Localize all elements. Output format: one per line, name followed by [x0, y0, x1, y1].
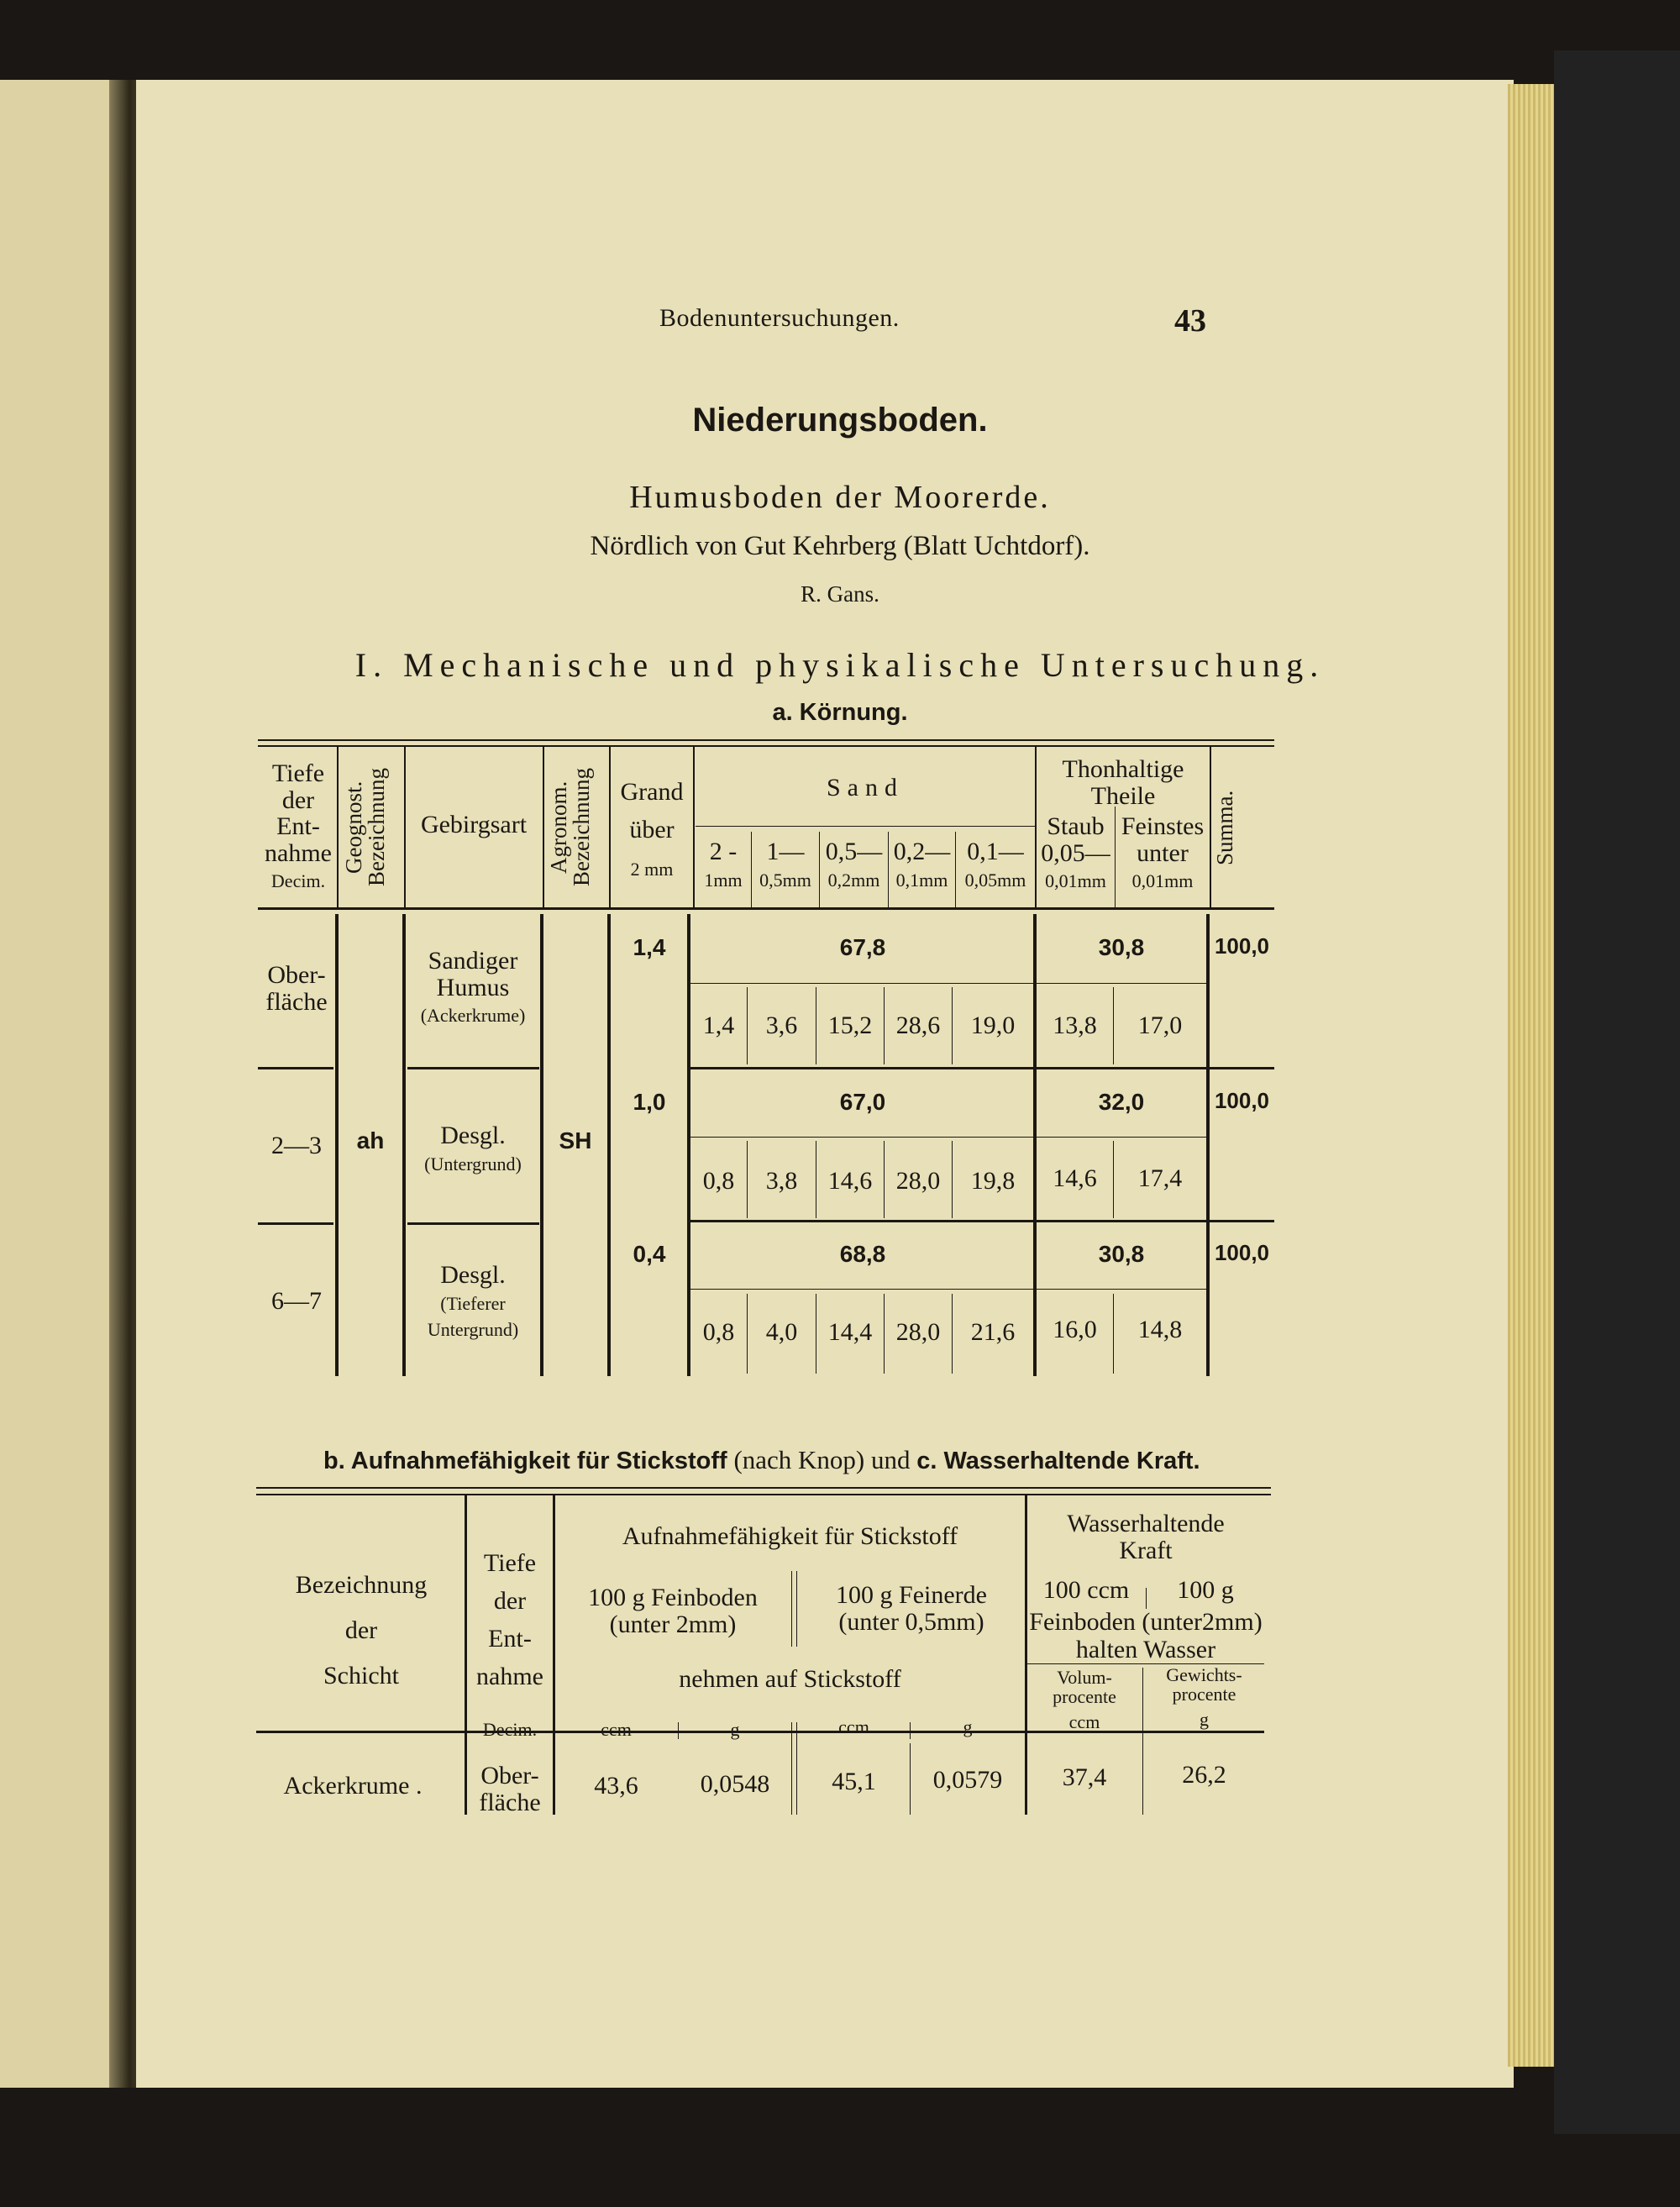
header-unit-g: g [730, 1719, 740, 1740]
header-wasserhaltende: Wasserhaltende Kraft [1067, 1510, 1225, 1564]
header-halten: halten Wasser [1075, 1636, 1216, 1663]
row-value-4: 0,0579 [932, 1766, 1003, 1794]
left-page-edge [0, 80, 113, 2088]
section-b-heading: b. Aufnahmefähigkeit für Stickstoff (nach Knop) und c. Wasserhaltende Kraft. [323, 1445, 1200, 1474]
header-gebirgsart: Gebirgsart [420, 811, 528, 838]
row-value-6: 26,2 [1182, 1761, 1226, 1789]
book-cover [1554, 50, 1680, 2134]
row-sand-3: 14,6 [827, 1167, 873, 1195]
header-summa: Summa. [1212, 790, 1237, 865]
row-sand-total: 68,8 [839, 1241, 886, 1267]
row-thon-total: 30,8 [1098, 934, 1145, 960]
soil-type: Humusboden der Moorerde. [629, 480, 1051, 515]
row-thon-total: 30,8 [1098, 1241, 1145, 1267]
row-tiefe: Ober- fläche [479, 1762, 541, 1816]
running-head: Bodenuntersuchungen. [659, 304, 900, 332]
row-sand-1: 1,4 [702, 1012, 735, 1039]
header-100ccm: 100 ccm [1042, 1576, 1130, 1604]
page-title: Niederungsboden. [692, 402, 988, 439]
row-gebirgsart: Sandiger Humus (Ackerkrume) [420, 947, 526, 1026]
header-wunit-ccm: ccm [1068, 1711, 1100, 1732]
row-sand-2: 4,0 [765, 1318, 798, 1346]
row-value-3: 45,1 [832, 1768, 876, 1795]
section-heading: I. Mechanische und physikalische Untersuchung. [354, 646, 1326, 684]
header-100g: 100 g [1177, 1576, 1234, 1604]
row-sand-5: 19,8 [970, 1167, 1016, 1195]
header-sand: Sand [827, 774, 904, 801]
row-summa: 100,0 [1214, 933, 1270, 959]
header-grand: Grand über 2 mm [620, 778, 684, 880]
row-tiefe: 2—3 [271, 1132, 322, 1159]
row-tiefe: 6—7 [271, 1287, 322, 1315]
header-unit-ccm: ccm [838, 1716, 869, 1737]
row-staub: 13,8 [1053, 1012, 1097, 1039]
header-tiefe: Tiefe der Ent- nahme Decim. [265, 759, 332, 891]
geognost-value: ah [356, 1127, 385, 1153]
row-sand-1: 0,8 [702, 1318, 735, 1346]
row-grand: 0,4 [633, 1241, 666, 1267]
header-feinboden-unter: Feinboden (unter2mm) [1029, 1608, 1263, 1636]
row-summa: 100,0 [1214, 1240, 1270, 1265]
row-value-2: 0,0548 [700, 1770, 770, 1798]
header-sand-col-2: 1— 0,5mm [759, 838, 811, 891]
page-edges [1508, 84, 1558, 2067]
header-unit-g: g [963, 1716, 973, 1737]
header-agronom: Agronom. Bezeichnung [546, 768, 594, 887]
row-sand-3: 14,4 [827, 1318, 873, 1346]
row-sand-4: 28,0 [895, 1318, 941, 1346]
row-sand-2: 3,8 [765, 1167, 798, 1195]
header-feinerde: 100 g Feinerde (unter 0,5mm) [836, 1581, 987, 1636]
row-sand-2: 3,6 [765, 1012, 798, 1039]
row-summa: 100,0 [1214, 1088, 1270, 1113]
header-nehmen: nehmen auf Stickstoff [679, 1665, 901, 1693]
row-sand-5: 21,6 [970, 1318, 1016, 1346]
header-gewicht: Gewichts- procente [1166, 1664, 1242, 1705]
header-tiefe-unit: Decim. [482, 1719, 538, 1740]
header-feinboden: 100 g Feinboden (unter 2mm) [588, 1584, 758, 1638]
row-sand-3: 15,2 [827, 1012, 873, 1039]
header-thonhaltige: Thonhaltige Theile [1062, 755, 1184, 810]
header-geognost: Geognost. Bezeichnung [341, 768, 389, 887]
header-sand-col-5: 0,1— 0,05mm [964, 838, 1026, 891]
row-gebirgsart: Desgl. (Untergrund) [424, 1122, 522, 1174]
row-staub: 16,0 [1053, 1316, 1097, 1343]
row-sand-total: 67,0 [839, 1089, 886, 1115]
row-sand-4: 28,6 [895, 1012, 941, 1039]
header-wunit-g: g [1200, 1709, 1209, 1730]
row-value-1: 43,6 [594, 1772, 638, 1800]
header-feinstes: Feinstes unter 0,01mm [1121, 812, 1205, 891]
subsection-heading: a. Körnung. [772, 699, 908, 726]
header-unit-ccm: ccm [601, 1719, 632, 1740]
header-sand-col-1: 2 - 1mm [704, 838, 743, 891]
row-sand-1: 0,8 [702, 1167, 735, 1195]
header-sand-col-3: 0,5— 0,2mm [825, 838, 883, 891]
header-aufnahme: Aufnahmefähigkeit für Stickstoff [622, 1522, 958, 1550]
row-tiefe: Ober- fläche [265, 961, 328, 1016]
header-bezeichnung: Bezeichnung der Schicht [295, 1571, 428, 1689]
row-feinstes: 17,0 [1137, 1012, 1183, 1039]
header-volum: Volum- procente [1053, 1667, 1116, 1708]
page-number: 43 [1174, 303, 1206, 339]
agronom-value: SH [559, 1127, 592, 1153]
header-tiefe: Tiefe der Ent- nahme [476, 1549, 543, 1690]
location: Nördlich von Gut Kehrberg (Blatt Uchtdorf). [590, 531, 1090, 561]
row-bezeichnung: Ackerkrume . [283, 1772, 423, 1800]
row-grand: 1,4 [633, 934, 666, 960]
header-staub: Staub 0,05— 0,01mm [1041, 812, 1110, 891]
row-sand-total: 67,8 [839, 934, 886, 960]
row-feinstes: 17,4 [1137, 1164, 1183, 1192]
row-sand-5: 19,0 [970, 1012, 1016, 1039]
row-staub: 14,6 [1053, 1164, 1097, 1192]
author: R. Gans. [801, 581, 879, 607]
row-gebirgsart: Desgl. (Tieferer Untergrund) [427, 1261, 519, 1340]
row-value-5: 37,4 [1062, 1763, 1107, 1791]
header-sand-col-4: 0,2— 0,1mm [893, 838, 951, 891]
row-thon-total: 32,0 [1098, 1089, 1145, 1115]
row-feinstes: 14,8 [1137, 1316, 1183, 1343]
row-grand: 1,0 [633, 1089, 666, 1115]
row-sand-4: 28,0 [895, 1167, 941, 1195]
